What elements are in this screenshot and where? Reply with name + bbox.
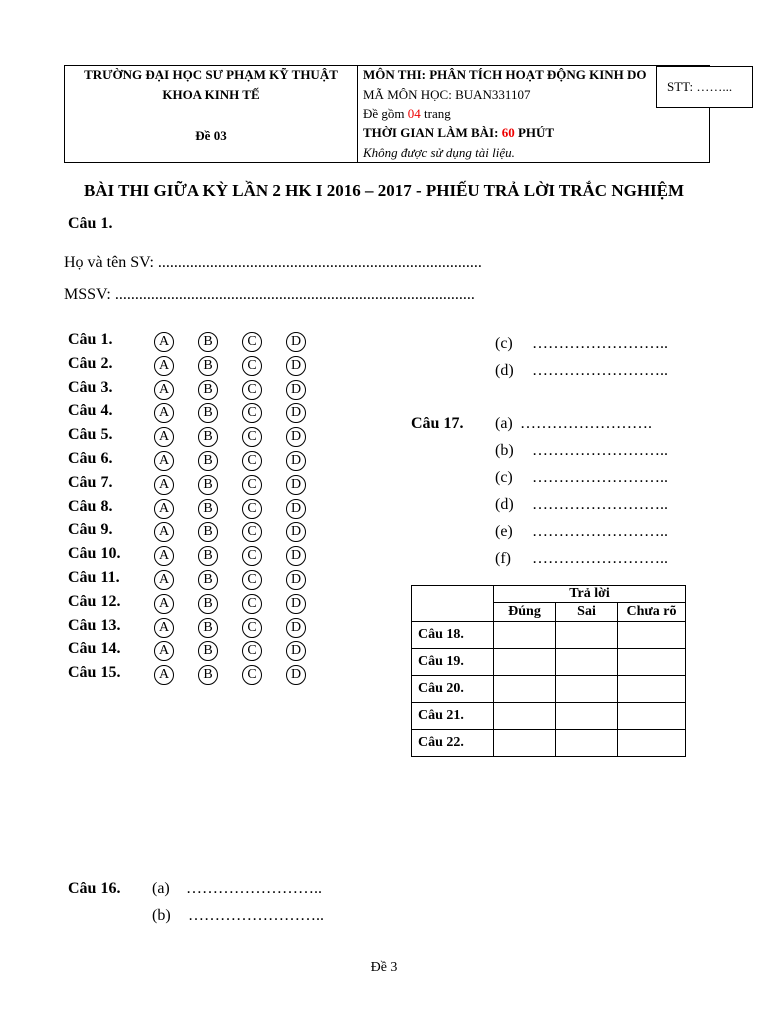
mc-question-label: Câu 6. xyxy=(68,450,113,467)
true-false-table xyxy=(411,585,686,757)
materials-note: Không được sử dụng tài liệu. xyxy=(363,145,515,160)
answer-bubble-a[interactable]: A xyxy=(154,641,174,661)
answer-bubble-a[interactable]: A xyxy=(154,356,174,376)
answer-cell-dung[interactable] xyxy=(494,622,556,649)
answer-bubble-d[interactable]: D xyxy=(286,522,306,542)
exam-time-prefix: THỜI GIAN LÀM BÀI: xyxy=(363,125,502,140)
course-code: MÃ MÔN HỌC: BUAN331107 xyxy=(363,87,531,102)
exam-time xyxy=(363,125,554,141)
cau16-d-label: (d) xyxy=(495,362,514,379)
row-question-label: Câu 18. xyxy=(412,622,494,649)
answer-cell-dung[interactable] xyxy=(494,676,556,703)
cau17-item-label: (c) xyxy=(495,469,513,486)
cau17-item-label: (f) xyxy=(495,550,511,567)
answer-cell-sai[interactable] xyxy=(556,676,618,703)
table-row xyxy=(412,703,686,730)
answer-bubble-b[interactable]: B xyxy=(198,475,218,495)
answer-bubble-c[interactable]: C xyxy=(242,522,262,542)
answer-bubble-a[interactable]: A xyxy=(154,570,174,590)
mc-question-label: Câu 14. xyxy=(68,640,121,658)
answer-bubble-c[interactable]: C xyxy=(242,618,262,638)
row-question-label: Câu 21. xyxy=(412,703,494,730)
page-footer: Đề 3 xyxy=(370,960,398,975)
answer-bubble-d[interactable]: D xyxy=(286,332,306,352)
answer-bubble-d[interactable]: D xyxy=(286,665,306,685)
col-header-chua-ro: Chưa rõ xyxy=(618,603,686,622)
header-divider xyxy=(357,66,358,162)
cau17-item-field[interactable]: …………………….. xyxy=(532,442,668,459)
answer-bubble-a[interactable]: A xyxy=(154,499,174,519)
answer-cell-chua-ro[interactable] xyxy=(618,730,686,757)
answer-bubble-a[interactable]: A xyxy=(154,403,174,423)
cau16-a-field[interactable]: …………………….. xyxy=(186,880,322,897)
answer-bubble-d[interactable]: D xyxy=(286,380,306,400)
cau17-item-label: (a) xyxy=(495,415,513,432)
exam-time-suffix: PHÚT xyxy=(514,125,555,140)
table-row xyxy=(412,676,686,703)
page-count-number: 04 xyxy=(407,106,421,121)
cau17-item-label: (b) xyxy=(495,442,514,459)
answer-cell-sai[interactable] xyxy=(556,703,618,730)
mc-question-label: Câu 5. xyxy=(68,426,113,444)
row-question-label: Câu 19. xyxy=(412,649,494,676)
answer-bubble-c[interactable]: C xyxy=(242,332,262,352)
answer-bubble-b[interactable]: B xyxy=(198,427,218,447)
answer-bubble-a[interactable]: A xyxy=(154,522,174,542)
mc-question-label: Câu 12. xyxy=(68,592,121,610)
cau16-label: Câu 16. xyxy=(68,880,121,897)
exam-header xyxy=(64,65,710,163)
answer-bubble-a[interactable]: A xyxy=(154,546,174,566)
cau17-item-field[interactable]: …………………….. xyxy=(532,523,668,540)
table-row xyxy=(412,622,686,649)
school-name: TRƯỜNG ĐẠI HỌC SƯ PHẠM KỸ THUẬT xyxy=(84,67,338,82)
page-count-suffix: trang xyxy=(420,106,451,121)
answer-cell-chua-ro[interactable] xyxy=(618,622,686,649)
answer-bubble-d[interactable]: D xyxy=(286,594,306,614)
answer-bubble-a[interactable]: A xyxy=(154,427,174,447)
answer-bubble-d[interactable]: D xyxy=(286,451,306,471)
answer-bubble-c[interactable]: C xyxy=(242,546,262,566)
cau16-c-field[interactable]: …………………….. xyxy=(532,335,668,352)
answer-bubble-b[interactable]: B xyxy=(198,522,218,542)
answer-cell-sai[interactable] xyxy=(556,730,618,757)
table-group-header: Trả lời xyxy=(494,586,686,603)
cau17-item-field[interactable]: …………………….. xyxy=(532,496,668,513)
answer-bubble-b[interactable]: B xyxy=(198,356,218,376)
answer-cell-sai[interactable] xyxy=(556,622,618,649)
answer-cell-dung[interactable] xyxy=(494,649,556,676)
answer-bubble-c[interactable]: C xyxy=(242,451,262,471)
answer-bubble-d[interactable]: D xyxy=(286,641,306,661)
page-count-prefix: Đề gồm xyxy=(363,106,408,121)
answer-bubble-a[interactable]: A xyxy=(154,380,174,400)
table-row xyxy=(412,649,686,676)
cau17-item-label: (e) xyxy=(495,523,513,540)
answer-bubble-a[interactable]: A xyxy=(154,594,174,614)
mc-question-label: Câu 11. xyxy=(68,569,120,586)
cau1-heading: Câu 1. xyxy=(68,215,113,232)
faculty-name: KHOA KINH TẾ xyxy=(162,87,260,102)
answer-bubble-b[interactable]: B xyxy=(198,380,218,400)
answer-bubble-d[interactable]: D xyxy=(286,618,306,638)
subject-name: MÔN THI: PHÂN TÍCH HOẠT ĐỘNG KINH DO xyxy=(363,67,647,82)
answer-bubble-a[interactable]: A xyxy=(154,451,174,471)
col-header-dung: Đúng xyxy=(494,603,556,622)
answer-bubble-b[interactable]: B xyxy=(198,451,218,471)
answer-bubble-c[interactable]: C xyxy=(242,665,262,685)
cau17-item-label: (d) xyxy=(495,496,514,513)
answer-bubble-d[interactable]: D xyxy=(286,403,306,423)
mc-question-label: Câu 4. xyxy=(68,402,113,420)
answer-bubble-d[interactable]: D xyxy=(286,570,306,590)
answer-cell-dung[interactable] xyxy=(494,730,556,757)
mc-question-label: Câu 8. xyxy=(68,497,113,515)
answer-bubble-b[interactable]: B xyxy=(198,594,218,614)
answer-cell-chua-ro[interactable] xyxy=(618,676,686,703)
answer-bubble-a[interactable]: A xyxy=(154,332,174,352)
cau16-a-label: (a) xyxy=(152,880,170,897)
student-name-field[interactable]: Họ và tên SV: ................................................................................. xyxy=(64,254,482,271)
page-count xyxy=(363,106,451,122)
answer-bubble-d[interactable]: D xyxy=(286,356,306,376)
answer-bubble-a[interactable]: A xyxy=(154,665,174,685)
mc-question-label: Câu 15. xyxy=(68,664,121,682)
answer-bubble-b[interactable]: B xyxy=(198,332,218,352)
stt-field: STT: ……... xyxy=(656,66,753,108)
answer-bubble-a[interactable]: A xyxy=(154,618,174,638)
row-question-label: Câu 20. xyxy=(412,676,494,703)
cau17-label: Câu 17. xyxy=(411,415,464,432)
answer-cell-chua-ro[interactable] xyxy=(618,649,686,676)
cau17-item-field[interactable]: …………………….. xyxy=(532,550,668,567)
answer-bubble-b[interactable]: B xyxy=(198,403,218,423)
answer-bubble-c[interactable]: C xyxy=(242,427,262,447)
answer-bubble-b[interactable]: B xyxy=(198,546,218,566)
answer-bubble-d[interactable]: D xyxy=(286,475,306,495)
mc-question-label: Câu 3. xyxy=(68,378,113,396)
answer-bubble-a[interactable]: A xyxy=(154,475,174,495)
answer-bubble-c[interactable]: C xyxy=(242,403,262,423)
cau16-b-field[interactable]: …………………….. xyxy=(188,907,324,924)
cau16-b-label: (b) xyxy=(152,907,171,924)
answer-bubble-b[interactable]: B xyxy=(198,641,218,661)
mc-question-label: Câu 1. xyxy=(68,331,113,348)
mc-question-label: Câu 7. xyxy=(68,473,113,491)
answer-bubble-c[interactable]: C xyxy=(242,475,262,495)
answer-bubble-b[interactable]: B xyxy=(198,618,218,638)
answer-cell-chua-ro[interactable] xyxy=(618,703,686,730)
answer-bubble-d[interactable]: D xyxy=(286,499,306,519)
cau16-c-label: (c) xyxy=(495,335,513,352)
answer-cell-sai[interactable] xyxy=(556,649,618,676)
cau17-item-field[interactable]: …………………….. xyxy=(532,469,668,486)
answer-bubble-c[interactable]: C xyxy=(242,570,262,590)
answer-bubble-c[interactable]: C xyxy=(242,641,262,661)
answer-cell-dung[interactable] xyxy=(494,703,556,730)
mc-question-label: Câu 9. xyxy=(68,521,113,539)
cau16-d-field[interactable]: …………………….. xyxy=(532,362,668,379)
answer-bubble-d[interactable]: D xyxy=(286,546,306,566)
mc-question-label: Câu 2. xyxy=(68,354,113,372)
cau17-item-field[interactable]: ……………………. xyxy=(520,415,652,432)
exam-time-number: 60 xyxy=(501,125,515,140)
page-title: BÀI THI GIỮA KỲ LẦN 2 HK I 2016 – 2017 - PHIẾU TRẢ LỜI TRẮC NGHIỆM xyxy=(83,181,685,200)
exam-code: Đề 03 xyxy=(195,128,227,143)
answer-bubble-b[interactable]: B xyxy=(198,665,218,685)
answer-bubble-b[interactable]: B xyxy=(198,499,218,519)
mc-question-label: Câu 10. xyxy=(68,545,121,563)
mc-question-label: Câu 13. xyxy=(68,616,121,634)
table-corner-cell xyxy=(412,586,494,622)
answer-bubble-d[interactable]: D xyxy=(286,427,306,447)
answer-bubble-c[interactable]: C xyxy=(242,356,262,376)
row-question-label: Câu 22. xyxy=(412,730,494,757)
student-id-field[interactable]: MSSV: .......................................................................................... xyxy=(64,286,475,303)
col-header-sai: Sai xyxy=(556,603,618,622)
table-row xyxy=(412,730,686,757)
answer-bubble-c[interactable]: C xyxy=(242,499,262,519)
answer-bubble-b[interactable]: B xyxy=(198,570,218,590)
answer-bubble-c[interactable]: C xyxy=(242,380,262,400)
answer-bubble-c[interactable]: C xyxy=(242,594,262,614)
